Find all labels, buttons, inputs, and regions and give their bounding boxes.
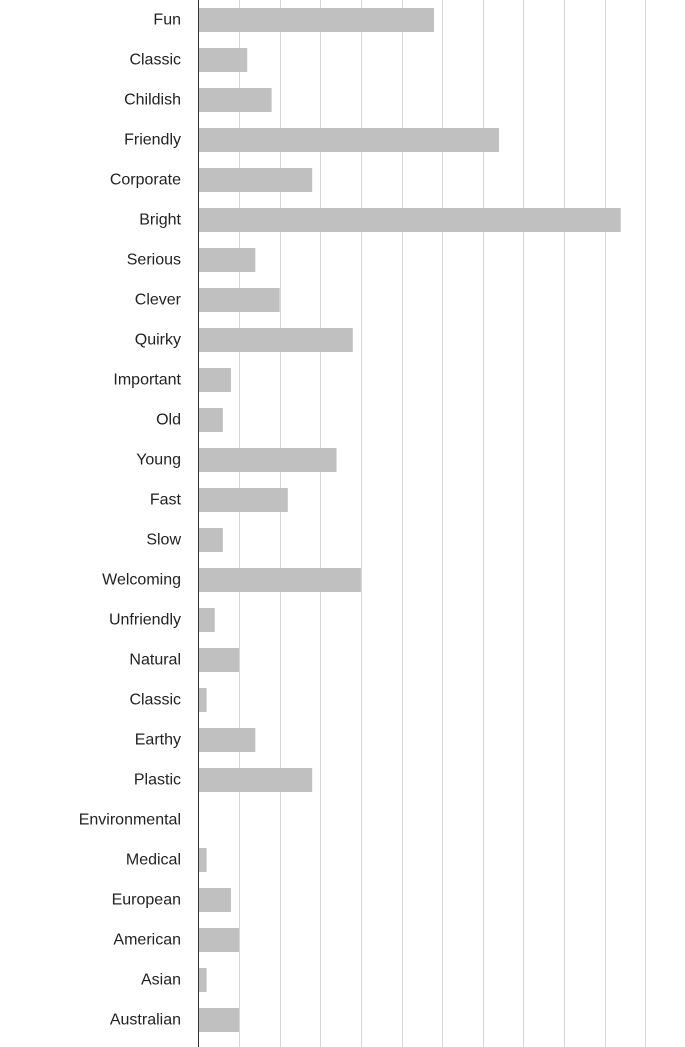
gridlines <box>240 0 646 1047</box>
category-label-friendly-3: Friendly <box>124 131 181 149</box>
category-label-old-10: Old <box>156 411 181 429</box>
bar-bright-5 <box>199 208 621 232</box>
bar-asian-24 <box>199 968 207 992</box>
bar-childish-2 <box>199 88 272 112</box>
category-label-environmental-20: Environmental <box>78 811 181 829</box>
bar-fast-12 <box>199 488 288 512</box>
category-label-classic-17: Classic <box>129 691 181 709</box>
bar-quirky-8 <box>199 328 353 352</box>
category-label-slow-13: Slow <box>146 531 181 549</box>
category-label-quirky-8: Quirky <box>134 331 181 349</box>
bar-old-10 <box>199 408 223 432</box>
bars <box>199 8 621 1032</box>
bar-friendly-3 <box>199 128 499 152</box>
bar-corporate-4 <box>199 168 313 192</box>
bar-welcoming-14 <box>199 568 361 592</box>
bar-natural-16 <box>199 648 240 672</box>
category-labels <box>79 12 182 1029</box>
category-label-welcoming-14: Welcoming <box>102 571 181 589</box>
bar-serious-6 <box>199 248 256 272</box>
category-label-bright-5: Bright <box>139 211 181 229</box>
category-label-australian-25: Australian <box>109 1011 181 1029</box>
category-label-natural-16: Natural <box>129 651 181 669</box>
bar-slow-13 <box>199 528 223 552</box>
bar-earthy-18 <box>199 728 256 752</box>
bar-young-11 <box>199 448 337 472</box>
category-label-american-23: American <box>113 931 181 949</box>
bar-australian-25 <box>199 1008 240 1032</box>
bar-unfriendly-15 <box>199 608 215 632</box>
category-label-unfriendly-15: Unfriendly <box>108 611 181 629</box>
bar-fun-0 <box>199 8 434 32</box>
category-label-medical-21: Medical <box>125 851 181 869</box>
category-label-european-22: European <box>111 891 181 909</box>
category-label-asian-24: Asian <box>140 971 181 989</box>
category-label-fast-12: Fast <box>149 491 181 509</box>
bar-medical-21 <box>199 848 207 872</box>
bar-plastic-19 <box>199 768 313 792</box>
category-label-fun-0: Fun <box>153 11 181 29</box>
category-label-classic-1: Classic <box>129 51 181 69</box>
category-label-clever-7: Clever <box>134 291 181 309</box>
category-label-plastic-19: Plastic <box>133 771 181 789</box>
bar-european-22 <box>199 888 231 912</box>
category-label-important-9: Important <box>113 371 181 389</box>
category-label-childish-2: Childish <box>124 91 181 109</box>
category-label-corporate-4: Corporate <box>109 171 181 189</box>
bar-classic-1 <box>199 48 248 72</box>
bar-classic-17 <box>199 688 207 712</box>
category-label-young-11: Young <box>136 451 181 469</box>
bar-clever-7 <box>199 288 280 312</box>
bar-american-23 <box>199 928 240 952</box>
category-label-earthy-18: Earthy <box>134 731 181 749</box>
bar-important-9 <box>199 368 231 392</box>
category-label-serious-6: Serious <box>126 251 181 269</box>
